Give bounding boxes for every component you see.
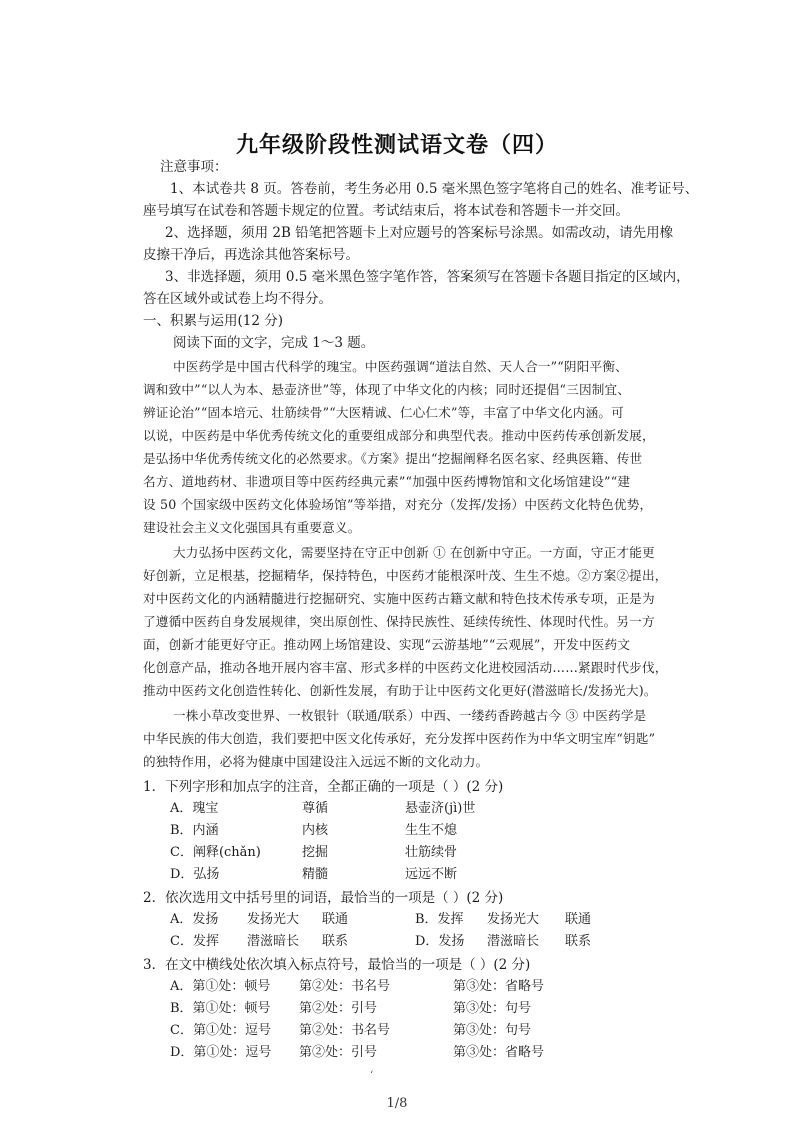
passage-line: 大力弘扬中医药文化，需要坚持在守正中创新 ① 在创新中守正。一方面，守正才能更 [173, 545, 655, 560]
question-option: A．瑰宝 [170, 801, 219, 816]
question-option: 发扬光大 [487, 912, 540, 927]
passage-line: 推动中医药文化创造性转化、创新性发展，有助于让中医药文化更好(潜滋暗长/发扬光大)。 [143, 683, 657, 698]
question-option: 第②处：引号 [299, 1045, 378, 1060]
passage-line: 对中医药文化的内涵精髓进行挖掘研究、实施中医药古籍文献和特色技术传承专项，正是为 [143, 591, 655, 606]
question-option: 发扬光大 [247, 912, 300, 927]
section-instruction: 阅读下面的文字，完成 1～3 题。 [173, 335, 375, 351]
question-option: D．第①处：逗号 [170, 1045, 272, 1060]
notice-heading: 注意事项： [160, 159, 228, 175]
notice-line: 3、非选择题，须用 0.5 毫米黑色签字笔作答，答案须写在答题卡各题目指定的区域内， [165, 269, 690, 285]
page-number: 1/8 [386, 1096, 408, 1111]
question-option: 潜滋暗长 [487, 934, 540, 949]
passage-line: 了遵循中医药自身发展规律，突出原创性、保持民族性、延续传统性、体现时代性。另一方 [143, 614, 655, 629]
notice-line: 2、选择题，须用 2B 铅笔把答题卡上对应题号的答案标号涂黑。如需改动，请先用橡 [165, 225, 674, 241]
passage-line: 的独特作用，必将为健康中国建设注入远远不断的文化动力。 [143, 754, 489, 769]
question-stem: 1．下列字形和加点字的注音，全都正确的一项是（ ）(2 分) [143, 779, 504, 795]
question-option: C．阐释(chǎn) [170, 845, 261, 860]
passage-line: 好创新，立足根基，挖掘精华，保持特色，中医药才能根深叶茂、生生不熄。②方案②提出， [143, 568, 668, 583]
question-option: 第②处：引号 [299, 1001, 378, 1016]
passage-line: 名方、道地药材、非遗项目等中医药经典元素”“加强中医药博物馆和文化场馆建设”“建 [143, 474, 631, 489]
question-option: 联通 [322, 912, 349, 927]
passage-line: 是弘扬中华优秀传统文化的必然要求。《方案》提出“挖掘阐释名医名家、经典医籍、传世 [143, 451, 643, 466]
question-option: 第③处：省略号 [453, 1045, 545, 1060]
notice-line: 答在区域外或试卷上均不得分。 [143, 291, 332, 307]
question-option: 挖掘 [302, 845, 329, 860]
passage-line: 设 50 个国家级中医药文化体验场馆”等举措，对充分（发挥/发扬）中医药文化特色优势， [143, 497, 653, 512]
passage-line: 中华民族的伟大创造，我们要把中医文化传承好，充分发挥中医药作为中华文明宝库“钥匙” [143, 731, 656, 746]
page-title: 九年级阶段性测试语文卷（四） [235, 132, 558, 158]
question-option: 第③处：句号 [453, 1023, 532, 1038]
question-option: B．内涵 [170, 823, 219, 838]
passage-line: 辨证论治”“固本培元、壮筋续骨”“大医精诚、仁心仁术”等，丰富了中华文化内涵。可 [143, 405, 624, 420]
question-option: 精髓 [302, 867, 329, 882]
question-stem: 3．在文中横线处依次填入标点符号，最恰当的一项是（ ）(2 分) [143, 957, 531, 973]
question-option: 第③处：句号 [453, 1001, 532, 1016]
question-option: 悬壶济(jì)世 [405, 801, 476, 816]
question-option: 内核 [302, 823, 329, 838]
passage-line: 面，创新才能更好守正。推动网上场馆建设、实现“云游基地”“云观展”，开发中医药文 [143, 637, 631, 652]
question-option: 壮筋续骨 [405, 845, 458, 860]
notice-line: 皮擦干净后，再选涂其他答案标号。 [143, 247, 359, 263]
question-option: D．发扬 [415, 934, 465, 949]
question-option: 尊循 [302, 801, 329, 816]
question-option: 潜滋暗长 [247, 934, 300, 949]
passage-line: 建设社会主义文化强国具有重要意义。 [143, 520, 361, 535]
notice-line: 1、本试卷共 8 页。答卷前，考生务必用 0.5 毫米黑色签字笔将自己的姓名、准考证号、 [170, 181, 699, 197]
question-option: D．弘扬 [170, 867, 220, 882]
question-option: 联系 [322, 934, 349, 949]
question-option: 第③处：省略号 [453, 979, 545, 994]
question-option: B．发挥 [415, 912, 464, 927]
question-option: C．发挥 [170, 934, 219, 949]
question-stem: 2．依次选用文中括号里的词语，最恰当的一项是（ ）(2 分) [143, 890, 504, 906]
question-option: C．第①处：逗号 [170, 1023, 271, 1038]
question-option: 生生不熄 [405, 823, 458, 838]
passage-line: 以说，中医药是中华优秀传统文化的重要组成部分和典型代表。推动中医药传承创新发展， [143, 428, 655, 443]
stray-pen-mark: ʻ [370, 1070, 374, 1081]
question-option: 第②处：书名号 [299, 1023, 391, 1038]
question-option: 联系 [565, 934, 592, 949]
question-option: 联通 [565, 912, 592, 927]
passage-line: 化创意产品，推动各地开展内容丰富、形式多样的中医药文化进校园活动……紧跟时代步伐， [143, 660, 668, 675]
question-option: 第②处：书名号 [299, 979, 391, 994]
notice-line: 座号填写在试卷和答题卡规定的位置。考试结束后，将本试卷和答题卡一并交回。 [143, 203, 629, 219]
passage-line: 中医药学是中国古代科学的瑰宝。中医药强调“道法自然、天人合一”“阴阳平衡、 [173, 359, 628, 374]
question-option: B．第①处：顿号 [170, 1001, 271, 1016]
section-heading: 一、积累与运用(12 分) [143, 313, 284, 329]
passage-line: 一株小草改变世界、一枚银针（联通/联系）中西、一缕药香跨越古今 ③ 中医药学是 [173, 708, 647, 723]
question-option: 远远不断 [405, 867, 458, 882]
question-option: A．第①处：顿号 [170, 979, 271, 994]
question-option: A．发扬 [170, 912, 219, 927]
passage-line: 调和致中”“以人为本、悬壶济世”等，体现了中华文化的内核；同时还提倡“三因制宜、 [143, 382, 631, 397]
